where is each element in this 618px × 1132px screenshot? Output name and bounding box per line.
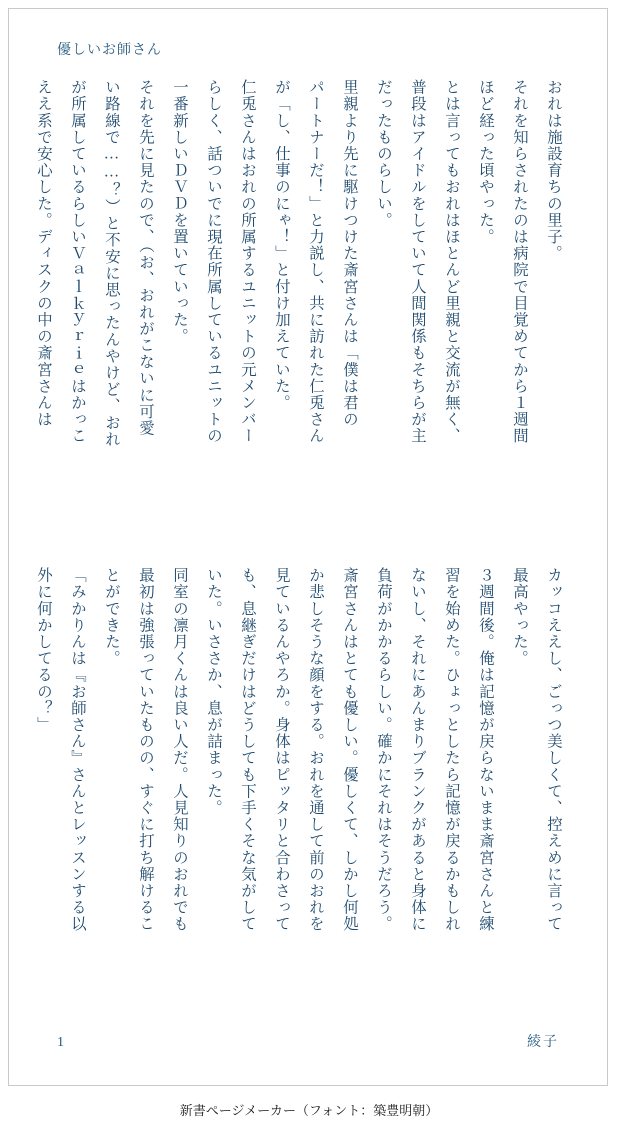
column-upper-text: だったものらしい。 <box>375 79 392 229</box>
column-lower-text: 負荷がかかるらしい。確かにそれはそうだろう。 <box>375 567 392 933</box>
column-upper-text: ほど経った頃やった。 <box>477 79 494 245</box>
generator-caption: 新書ページメーカー（フォント：築豊明朝） <box>179 1103 439 1118</box>
column-upper-text: それを先に見たので、（お、おれがこないに可愛 <box>137 79 154 437</box>
page-header-title: 優しいお師さん <box>57 43 162 58</box>
column-upper-text: 普段はアイドルをしていて人間関係もそちらが主 <box>409 79 426 445</box>
column-lower-text: 外に何かしてるの？」 <box>35 567 52 733</box>
text-column <box>401 79 433 1019</box>
column-lower-text: 習を始めた。ひょっとしたら記憶が戻るかもしれ <box>443 567 460 933</box>
column-lower-text: いた。いささか、息が詰まった。 <box>205 567 222 816</box>
column-lower-text: 斎宮さんはとても優しい。優しくて、しかし何処 <box>341 567 358 933</box>
column-lower-text: カッコええし、ごっつ美しくて、控えめに言って <box>545 567 562 933</box>
column-lower-text: ないし、それにあんまりブランクがあると身体に <box>409 567 426 933</box>
text-column <box>537 79 569 1019</box>
column-lower-text: とができた。 <box>103 567 120 667</box>
column-lower-text: か悲しそうな顔をする。おれを通して前のおれを <box>307 567 324 933</box>
author-name: 綾子 <box>527 1035 559 1050</box>
column-upper-text: それを知らされたのは病院で目覚めてから１週間 <box>511 79 528 445</box>
text-column <box>27 79 59 1019</box>
text-column <box>299 79 331 1019</box>
column-upper-text: とは言ってもおれはほとんど里親と交流が無く、 <box>443 79 460 445</box>
column-upper-text: 仁兎さんはおれの所属するユニットの元メンバー <box>239 79 256 445</box>
text-column <box>95 79 127 1019</box>
column-lower-text: 最高やった。 <box>511 567 528 667</box>
text-column <box>503 79 535 1019</box>
column-upper-text: い路線で……？）と不安に思ったんやけど、おれ <box>103 79 120 448</box>
novel-page <box>8 8 608 1086</box>
column-lower-text: 見ているんやろか。身体はピッタリと合わさって <box>273 567 290 933</box>
text-column <box>61 79 93 1019</box>
text-column <box>333 79 365 1019</box>
text-column <box>197 79 229 1019</box>
column-upper-text: が所属しているらしいＶａｌｋｙｒｉｅはかっこ <box>69 79 86 445</box>
column-lower-text: 同室の凛月くんは良い人だ。人見知りのおれでも <box>171 567 188 933</box>
text-column <box>163 79 195 1019</box>
text-column <box>435 79 467 1019</box>
column-upper-text: 里親より先に駆けつけた斎宮さんは「僕は君の <box>341 79 358 428</box>
column-lower-text: 最初は強張っていたものの、すぐに打ち解けるこ <box>137 567 154 933</box>
column-upper-text: らしく、話ついでに現在所属しているユニットの <box>205 79 222 445</box>
page-number: 1 <box>57 1035 64 1050</box>
text-column <box>129 79 161 1019</box>
text-column <box>231 79 263 1019</box>
text-column <box>367 79 399 1019</box>
column-lower-text: も、息継ぎだけはどうしても下手くそな気がして <box>239 567 256 933</box>
column-upper-text: おれは施設育ちの里子。 <box>545 79 562 262</box>
column-upper-text: パートナーだ！」と力説し、共に訪れた仁兎さん <box>307 79 324 445</box>
column-upper-text: 一番新しいＤＶＤを置いていった。 <box>171 79 188 345</box>
text-column <box>469 79 501 1019</box>
vertical-text-body <box>35 79 569 1019</box>
column-upper-text: ええ系で安心した。ディスクの中の斎宮さんは <box>35 79 52 428</box>
column-upper-text: が「し、仕事のにゃ！」と付け加えていた。 <box>273 79 290 411</box>
column-lower-text: 「みかりんは『お師さん』さんとレッスンする以 <box>69 567 86 933</box>
text-column <box>265 79 297 1019</box>
column-lower-text: ３週間後。俺は記憶が戻らないまま斎宮さんと練 <box>477 567 494 933</box>
